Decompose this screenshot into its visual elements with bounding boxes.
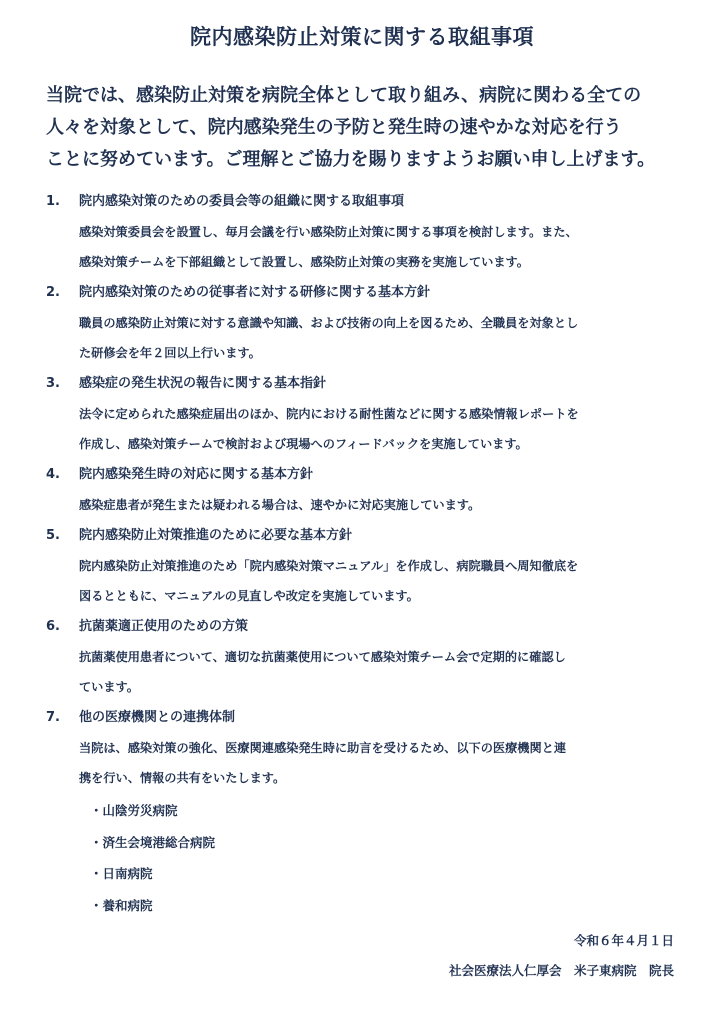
item-body-line: ています。	[79, 680, 139, 694]
item-body	[79, 733, 686, 793]
item-body-line: 感染対策委員会を設置し、毎月会議を行い感染防止対策に関する事項を検討します。また、	[79, 225, 578, 239]
document-date: 令和６年４月１日	[573, 933, 674, 948]
intro-line: 人々を対象として、院内感染発生の予防と発生時の速やかな対応を行う	[46, 117, 622, 138]
partner-hospital: ・済生会境港総合病院	[90, 834, 216, 850]
item-body-line: 感染対策チームを下部組織として設置し、感染防止対策の実務を実施しています。	[79, 255, 529, 269]
item-body-line: 作成し、感染対策チームで検討および現場へのフィードバックを実施しています。	[79, 437, 528, 451]
policy-list	[46, 186, 686, 921]
item-body	[79, 642, 686, 702]
item-number: 7.	[46, 710, 60, 725]
item-number: 5.	[46, 528, 60, 543]
item-body-line: 図るとともに、マニュアルの見直しや改定を実施しています。	[79, 589, 419, 603]
item-body-line: 院内感染防止対策推進のため「院内感染対策マニュアル」を作成し、病院職員へ周知徹底を	[79, 559, 579, 573]
item-number: 2.	[46, 285, 60, 300]
item-title: 院内感染対策のための従事者に対する研修に関する基本方針	[79, 285, 431, 300]
item-body-line: 法令に定められた感染症届出のほか、院内における耐性菌などに関する感染情報レポートを	[79, 407, 579, 421]
item-body-line: 感染症患者が発生または疑われる場合は、速やかに対応実施しています。	[79, 498, 481, 512]
intro-line: 当院では、感染防止対策を病院全体として取り組み、病院に関わる全ての	[46, 85, 642, 106]
item-body-line: 携を行い、情報の共有をいたします。	[79, 771, 286, 785]
intro-line: ことに努めています。ご理解とご協力を賜りますようお願い申し上げます。	[46, 149, 656, 170]
item-body-line: た研修会を年２回以上行います。	[79, 346, 261, 360]
item-number: 4.	[46, 467, 60, 482]
policy-item-2	[46, 277, 686, 368]
item-body	[79, 490, 686, 520]
item-body-line: 職員の感染防止対策に対する意識や知識、および技術の向上を図るため、全職員を対象とし	[79, 316, 579, 330]
item-title: 感染症の発生状況の報告に関する基本指針	[79, 376, 327, 391]
item-number: 3.	[46, 376, 60, 391]
partner-hospital: ・養和病院	[90, 897, 153, 913]
item-body-line: 抗菌薬使用患者について、適切な抗菌薬使用について感染対策チーム会で定期的に確認し	[79, 650, 566, 664]
item-title: 抗菌薬適正使用のための方策	[79, 619, 249, 634]
document-title: 院内感染防止対策に関する取組事項	[190, 25, 534, 49]
partner-hospital: ・山陰労災病院	[90, 803, 178, 818]
item-body	[79, 399, 686, 459]
partner-hospital: ・日南病院	[90, 866, 153, 881]
item-body	[79, 551, 686, 611]
item-number: 1.	[46, 194, 60, 209]
policy-item-5	[46, 520, 686, 611]
item-title: 院内感染対策のための委員会等の組織に関する取組事項	[79, 194, 405, 209]
item-number: 6.	[46, 619, 60, 634]
item-title: 院内感染発生時の対応に関する基本方針	[79, 467, 314, 482]
document-signer: 社会医療法人仁厚会 米子東病院 院長	[448, 963, 674, 978]
intro-paragraph	[46, 80, 686, 176]
policy-item-3	[46, 368, 686, 459]
item-body-line: 当院は、感染対策の強化、医療関連感染発生時に助言を受けるため、以下の医療機関と連	[79, 741, 567, 755]
partner-hospital-list	[90, 795, 686, 921]
item-title: 院内感染防止対策推進のために必要な基本方針	[79, 528, 353, 543]
policy-item-1	[46, 186, 686, 277]
item-body	[79, 217, 686, 277]
policy-item-6	[46, 611, 686, 702]
item-title: 他の医療機関との連携体制	[79, 710, 236, 725]
item-body	[79, 308, 686, 368]
policy-item-7	[46, 702, 686, 921]
policy-item-4	[46, 459, 686, 520]
